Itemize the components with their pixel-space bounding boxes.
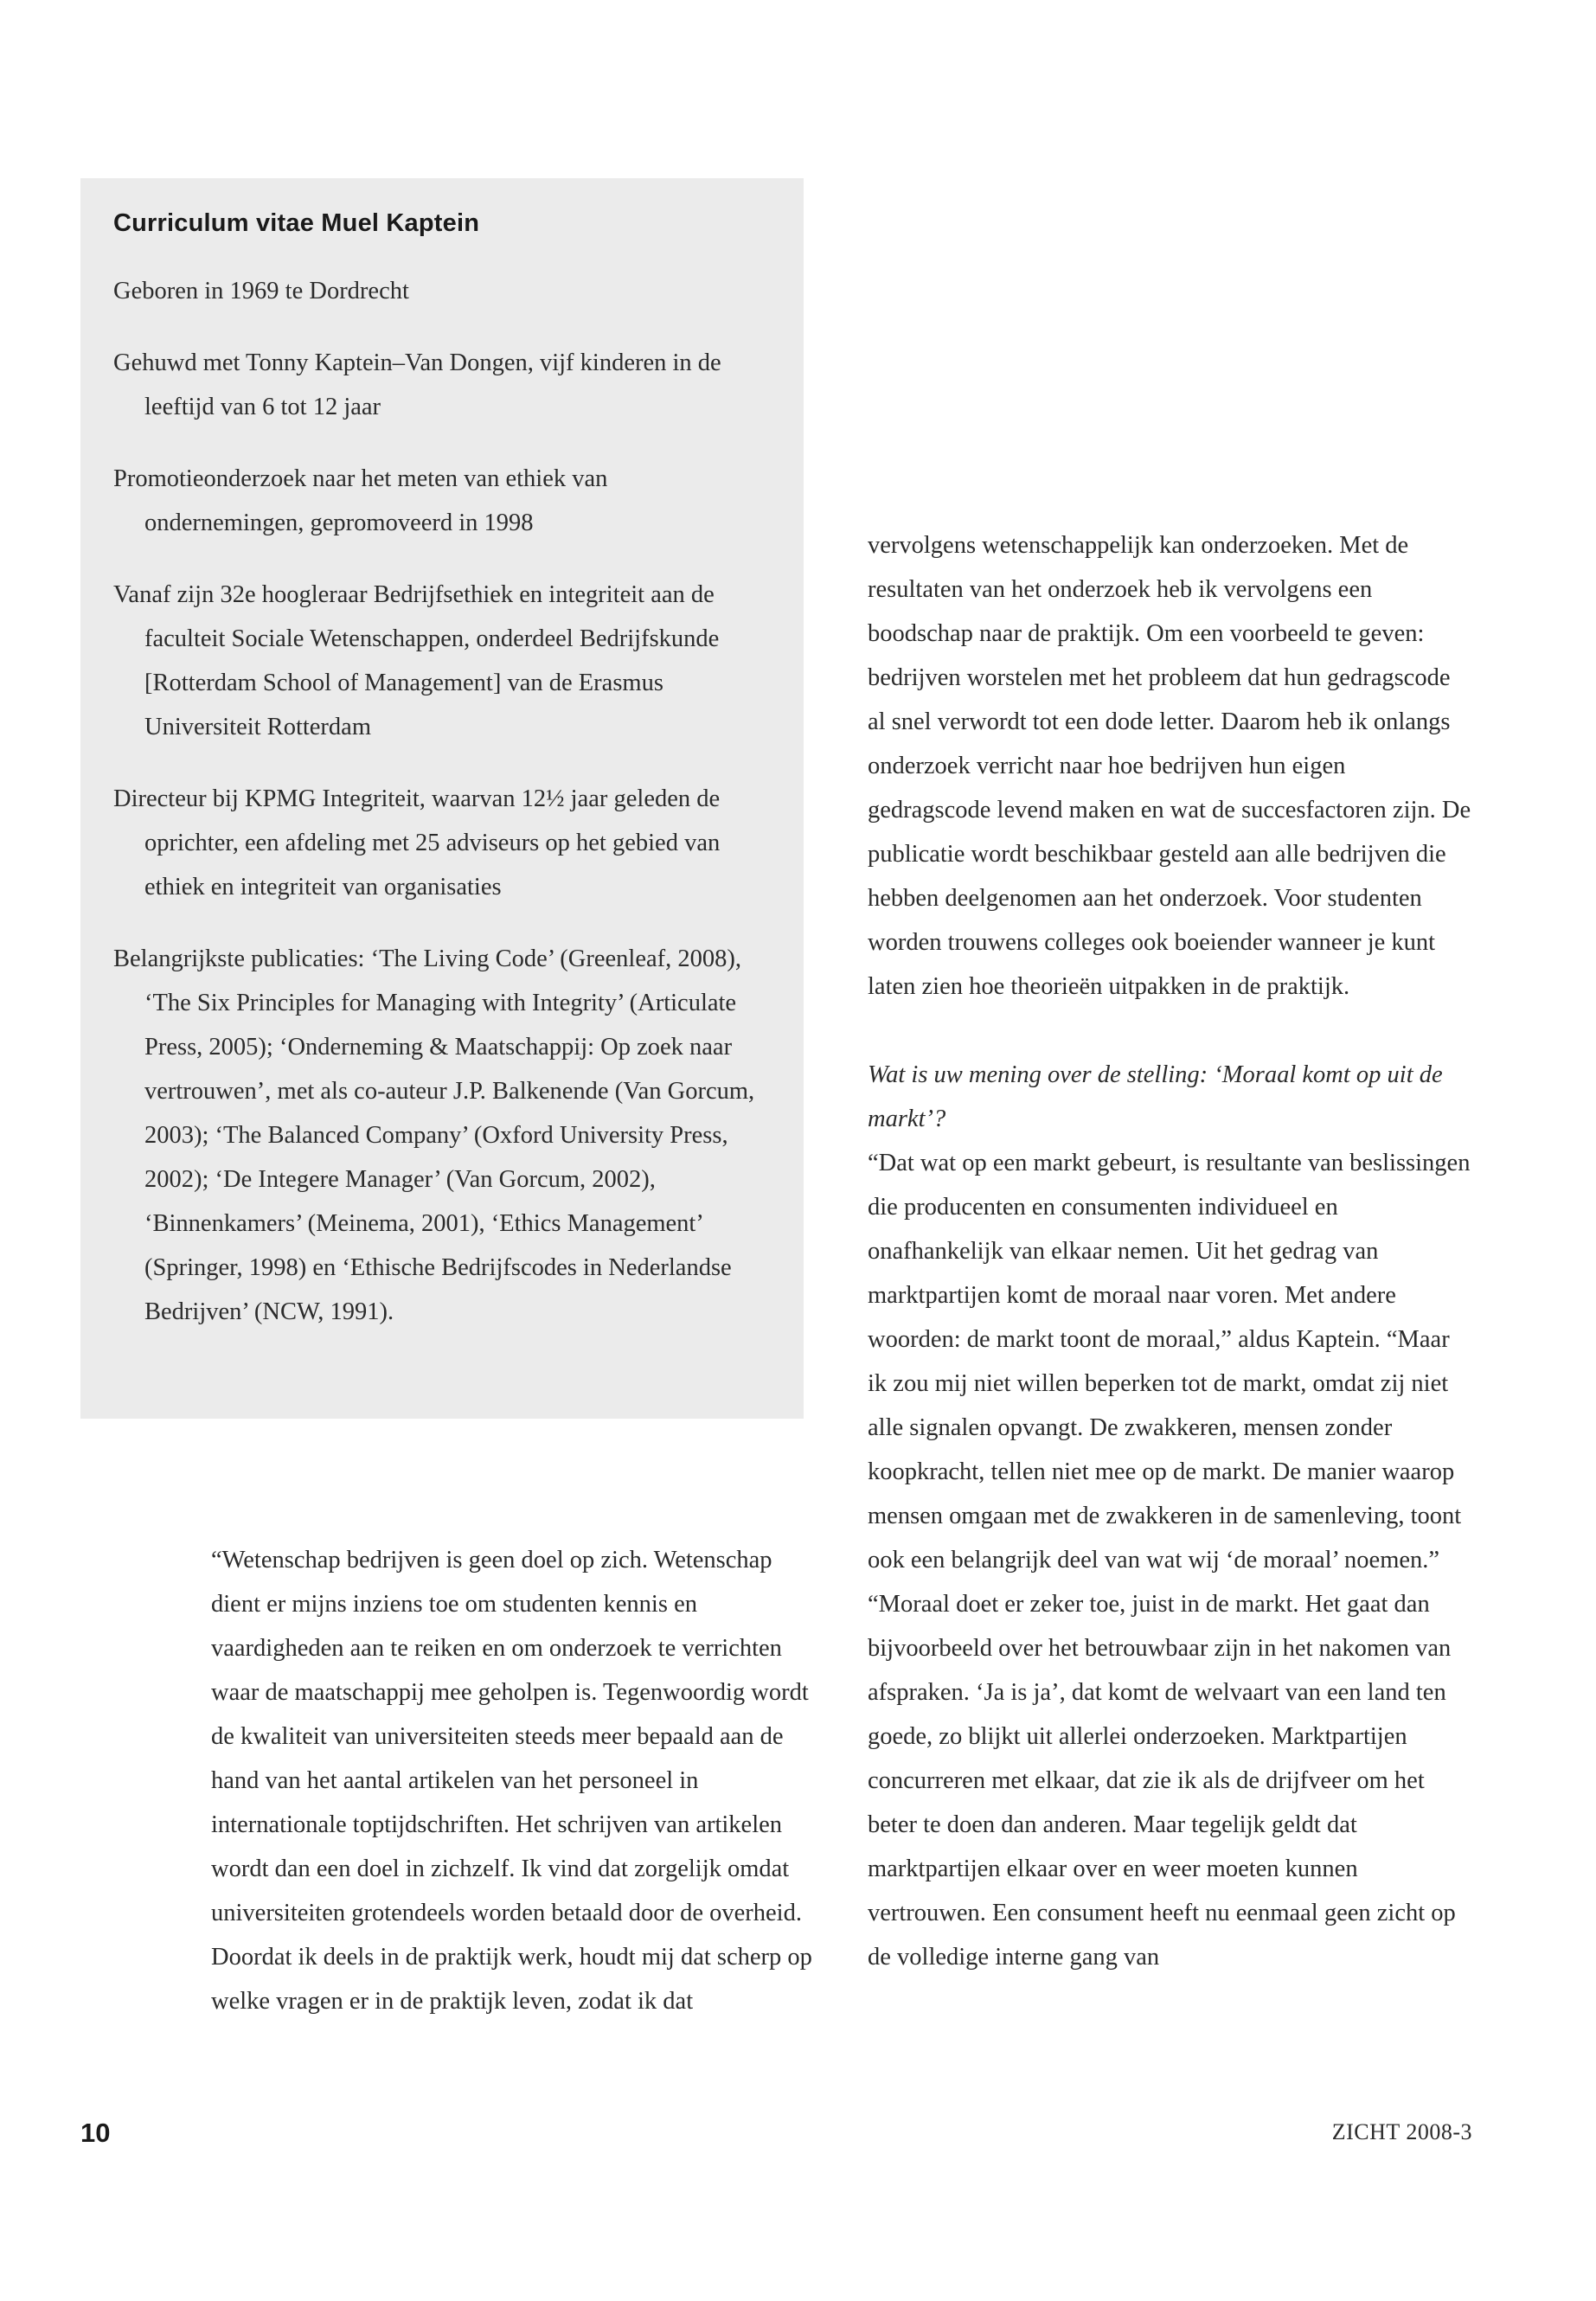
body-paragraph-morality: “Moraal doet er zeker toe, juist in de markt. Het gaat dan bijvoorbeeld over het betrouwbaar zijn in het nakomen van afspraken. ‘Ja is ja’, dat komt de welvaart van een land ten goede, zo blijkt uit allerlei onderzoeken. Marktpartijen concurreren met elkaar, dat zie ik als de drijfveer om het beter te doen dan anderen. Maar tegelijk geldt dat marktpartijen elkaar over en weer moeten kunnen vertrouwen. Een consument heeft nu eenmaal geen zicht op de volledige interne gang van: [868, 1591, 1456, 1971]
cv-sidebar-box: [80, 178, 804, 1419]
cv-item-director: Directeur bij KPMG Integriteit, waarvan 12½ jaar geleden de oprichter, een afdeling met 25 adviseurs op het gebied van ethiek en integriteit van organisaties: [113, 785, 721, 901]
left-text-column: [211, 1538, 817, 2023]
page-number: 10: [80, 2118, 111, 2148]
cv-item-birth: Geboren in 1969 te Dordrecht: [113, 278, 409, 304]
cv-item-professorship: Vanaf zijn 32e hoogleraar Bedrijfsethiek en integriteit aan de faculteit Sociale Wetenschappen, onderdeel Bedrijfskunde [Rotterdam School of Management] van de Erasmus Universiteit Rotterdam: [113, 581, 720, 740]
cv-item-family: Gehuwd met Tonny Kaptein–Van Dongen, vijf kinderen in de leeftijd van 6 tot 12 jaar: [113, 349, 721, 420]
cv-title: Curriculum vitae Muel Kaptein: [113, 209, 480, 237]
body-paragraph-science: “Wetenschap bedrijven is geen doel op zich. Wetenschap dient er mijns inziens toe om studenten kennis en vaardigheden aan te reiken en om onderzoek te verrichten waar de maatschappij mee geholpen is. Tegenwoordig wordt de kwaliteit van universiteiten steeds meer bepaald aan de hand van het aantal artikelen van het personeel in internationale toptijdschriften. Het schrijven van artikelen wordt dan een doel in zichzelf. Ik vind dat zorgelijk omdat universiteiten grotendeels worden betaald door de overheid. Doordat ik deels in de praktijk werk, houdt mij dat scherp op welke vragen er in de praktijk leven, zodat ik dat: [211, 1547, 812, 2015]
cv-item-phd: Promotieonderzoek naar het meten van ethiek van ondernemingen, gepromoveerd in 1998: [113, 465, 608, 536]
right-text-column: [868, 523, 1473, 1979]
body-paragraph-market: “Dat wat op een markt gebeurt, is resultante van beslissingen die producenten en consumenten individueel en onafhankelijk van elkaar nemen. Uit het gedrag van marktpartijen komt de moraal naar voren. Met andere woorden: de markt toont de moraal,” aldus Kaptein. “Maar ik zou mij niet willen beperken tot de markt, omdat zij niet alle signalen opvangt. De zwakkeren, mensen zonder koopkracht, tellen niet mee op de markt. De manier waarop mensen omgaan met de zwakkeren in de samenleving, toont ook een belangrijk deel van wat wij ‘de moraal’ noemen.”: [868, 1150, 1471, 1574]
body-paragraph-research: vervolgens wetenschappelijk kan onderzoeken. Met de resultaten van het onderzoek heb ik vervolgens een boodschap naar de praktijk. Om een voorbeeld te geven: bedrijven worstelen met het probleem dat hun gedragscode al snel verwordt tot een dode letter. Daarom heb ik onlangs onderzoek verricht naar hoe bedrijven hun eigen gedragscode levend maken en wat de succesfactoren zijn. De publicatie wordt beschikbaar gesteld aan alle bedrijven die hebben deelgenomen aan het onderzoek. Voor studenten worden trouwens colleges ook boeiender wanneer je kunt laten zien hoe theorieën uitpakken in de praktijk.: [868, 532, 1471, 1000]
interview-question: Wat is uw mening over de stelling: ‘Moraal komt op uit de markt’?: [868, 1061, 1443, 1132]
publication-label: ZICHT 2008-3: [1331, 2119, 1472, 2144]
cv-item-publications: Belangrijkste publicaties: ‘The Living Code’ (Greenleaf, 2008), ‘The Six Principles for Managing with Integrity’ (Articulate Press, 2005); ‘Onderneming & Maatschappij: Op zoek naar vertrouwen’, met als co-auteur J.P. Balkenende (Van Gorcum, 2003); ‘The Balanced Company’ (Oxford University Press, 2002); ‘De Integere Manager’ (Van Gorcum, 2002), ‘Binnenkamers’ (Meinema, 2001), ‘Ethics Management’ (Springer, 1998) en ‘Ethische Bedrijfscodes in Nederlandse Bedrijven’ (NCW, 1991).: [113, 945, 755, 1325]
